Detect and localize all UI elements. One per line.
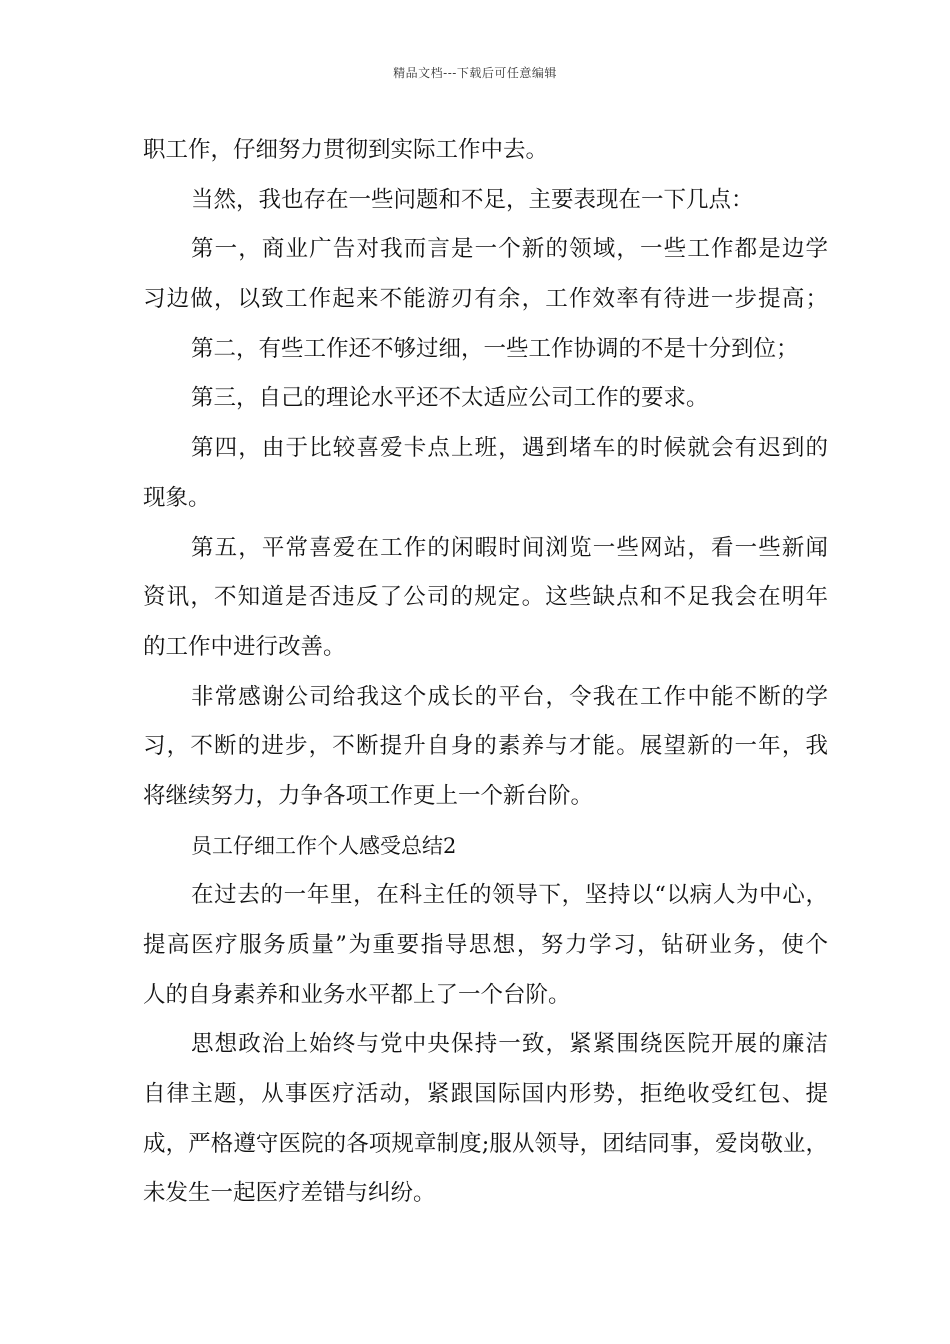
- text-line: 自律主题，从事医疗活动，紧跟国际国内形势，拒绝收受红包、提: [143, 1081, 828, 1108]
- text-line: 习边做，以致工作起来不能游刃有余，工作效率有待进一步提高；: [143, 286, 828, 313]
- section-title: 员工仔细工作个人感受总结2: [191, 833, 457, 858]
- text-line: 人的自身素养和业务水平都上了一个台阶。: [143, 981, 571, 1008]
- text-line: 在过去的一年里，在科主任的领导下，坚持以“以病人为中心，: [191, 882, 828, 909]
- text-line: 资讯，不知道是否违反了公司的规定。这些缺点和不足我会在明年: [143, 584, 828, 611]
- text-line: 现象。: [143, 484, 211, 511]
- text-line: 第一，商业广告对我而言是一个新的领域，一些工作都是边学: [191, 236, 828, 263]
- text-line: 非常感谢公司给我这个成长的平台，令我在工作中能不断的学: [191, 683, 828, 710]
- page-header: 精品文档---下载后可任意编辑: [393, 66, 557, 80]
- text-line: 成，严格遵守医院的各项规章制度;服从领导，团结同事，爱岗敬业，: [143, 1130, 828, 1157]
- text-line: 当然，我也存在一些问题和不足，主要表现在一下几点：: [191, 186, 754, 213]
- document-body: [143, 126, 828, 1219]
- text-line: 习，不断的进步，不断提升自身的素养与才能。展望新的一年，我: [143, 733, 828, 760]
- text-line: 第五，平常喜爱在工作的闲暇时间浏览一些网站，看一些新闻: [191, 534, 828, 561]
- text-line: 第三，自己的理论水平还不太适应公司工作的要求。: [191, 385, 709, 412]
- text-line: 提高医疗服务质量”为重要指导思想，努力学习，钻研业务，使个: [143, 932, 828, 958]
- text-line: 思想政治上始终与党中央保持一致，紧紧围绕医院开展的廉洁: [191, 1031, 828, 1058]
- text-line: 职工作，仔细努力贯彻到实际工作中去。: [143, 137, 549, 163]
- text-line: 第四，由于比较喜爱卡点上班，遇到堵车的时候就会有迟到的: [191, 435, 828, 462]
- text-line: 的工作中进行改善。: [143, 633, 346, 660]
- text-line: 未发生一起医疗差错与纠纷。: [143, 1180, 436, 1207]
- text-line: 第二，有些工作还不够过细，一些工作协调的不是十分到位；: [191, 335, 799, 362]
- text-line: 将继续努力，力争各项工作更上一个新台阶。: [143, 782, 594, 809]
